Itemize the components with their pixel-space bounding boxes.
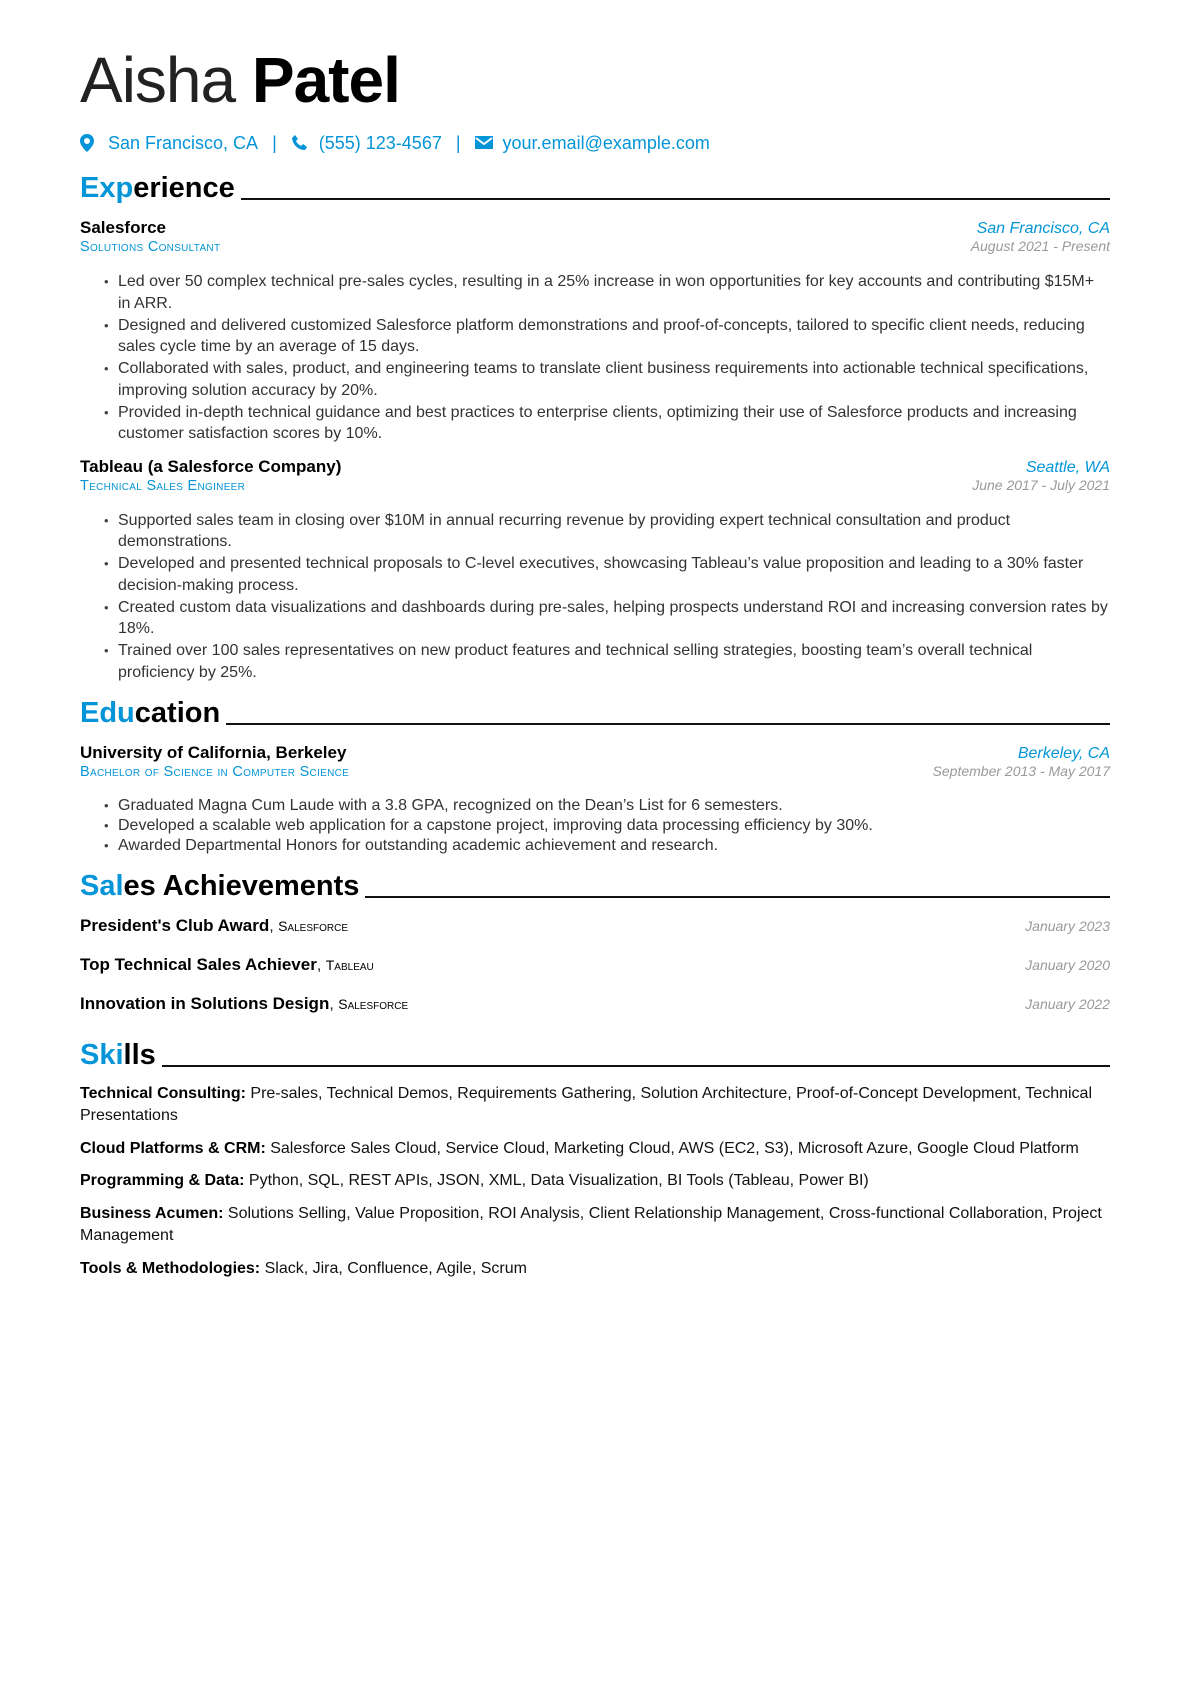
section-skills [80,1033,1110,1073]
phone: (555) 123-4567 [318,132,442,153]
bullet-list: • Led over 50 complex technical pre-sales cycles, resulting in a 25% increase in won opportunities for key accounts and contributing $15M+ in ARR. • Designed and delivered customized Salesforce platform demonstrations and proof-of-concepts, tailored to specific client needs, reducing sales cycle time by an average of 15 days. • Collaborated with sales, product, and engineering teams to translate client business requirements into actionable technical specifications, improving solution accuracy by 20%. • Provided in-depth technical guidance and best practices to enterprise clients, optimizing their use of Salesforce products and increasing customer satisfaction scores by 10%. [106,271,1110,445]
skill-row: Technical Consulting: Pre-sales, Technical Demos, Requirements Gathering, Solution Architecture, Proof-of-Concept Development, Technical Presentations [80,1084,1092,1124]
section-heading: Education [80,697,221,729]
section-heading: Skills [80,1038,156,1071]
divider [241,198,1110,200]
skill-row: Business Acumen: Solutions Selling, Value Proposition, ROI Analysis, Client Relationship Management, Cross-functional Collaboration, Project Management [80,1204,1102,1244]
experience-entry: Tableau (a Salesforce Company) Seattle, WA Technical Sales Engineer June 2017 - July 2021 • Supported sales team in closing over $10M in annual recurring revenue by providing expert technical consultation and product demonstrations. • Developed and presented technical proposals to C-level executives, showcasing Tableau’s value proposition and leading to a 30% faster decision-making process. • Created custom data visualizations and dashboards during pre-sales, helping prospects understand ROI and increasing conversion rates by 18%. • Trained over 100 sales representatives on new product features and technical selling strategies, boosting team’s overall technical proficiency by 25%. [80,457,1110,684]
divider [162,1065,1110,1067]
skill-row: Tools & Methodologies: Slack, Jira, Confluence, Agile, Scrum [80,1259,527,1277]
achievement-item: President's Club Award, Salesforce January 2023 [80,915,1110,935]
skill-row: Programming & Data: Python, SQL, REST APIs, JSON, XML, Data Visualization, BI Tools (Tableau, Power BI) [80,1172,869,1189]
bullet-list: • Graduated Magna Cum Laude with a 3.8 GPA, recognized on the Dean’s List for 6 semesters. • Developed a scalable web application for a capstone project, improving data processing efficiency by 30%. • Awarded Departmental Honors for outstanding academic achievement and research. [106,796,1110,856]
separator: | [455,132,461,153]
divider [226,723,1110,725]
email-link[interactable]: your.email@example.com [502,132,710,153]
contact-bar [80,128,1110,158]
skills-list [80,1083,1110,1281]
candidate-name: Aisha Patel [80,44,400,116]
experience-entry: Salesforce San Francisco, CA Solutions Consultant August 2021 - Present • Led over 50 complex technical pre-sales cycles, resulting in a 25% increase in won opportunities for key accounts and contributing $15M+ in ARR. • Designed and delivered customized Salesforce platform demonstrations and proof-of-concepts, tailored to specific client needs, reducing sales cycle time by an average of 15 days. • Collaborated with sales, product, and engineering teams to translate client business requirements into actionable technical specifications, improving solution accuracy by 20%. • Provided in-depth technical guidance and best practices to enterprise clients, optimizing their use of Salesforce products and increasing customer satisfaction scores by 10%. [80,218,1110,445]
section-experience [80,166,1110,206]
section-heading: Experience [80,172,235,204]
achievement-item: Top Technical Sales Achiever, Tableau January 2020 [80,954,1110,974]
phone-icon [291,134,309,152]
separator: | [272,132,277,153]
envelope-icon [475,134,493,152]
divider [365,896,1110,898]
achievement-list [80,908,1110,1025]
section-education [80,691,1110,731]
resume [80,42,1110,1280]
achievement-item: Innovation in Solutions Design, Salesforce January 2022 [80,993,1110,1013]
skill-row: Cloud Platforms & CRM: Salesforce Sales Cloud, Service Cloud, Marketing Cloud, AWS (EC2, S3), Microsoft Azure, Google Cloud Platform [80,1139,1079,1157]
section-heading: Sales Achievements [80,869,360,902]
bullet-list: • Supported sales team in closing over $10M in annual recurring revenue by providing expert technical consultation and product demonstrations. • Developed and presented technical proposals to C-level executives, showcasing Tableau’s value proposition and leading to a 30% faster decision-making process. • Created custom data visualizations and dashboards during pre-sales, helping prospects understand ROI and increasing conversion rates by 18%. • Trained over 100 sales representatives on new product features and technical selling strategies, boosting team’s overall technical proficiency by 25%. [106,510,1110,684]
map-pin-icon [80,134,98,152]
section-achievements [80,864,1110,904]
location: San Francisco, CA [108,132,259,153]
education-entry: University of California, Berkeley Berkeley, CA Bachelor of Science in Computer Science September 2013 - May 2017 • Graduated Magna Cum Laude with a 3.8 GPA, recognized on the Dean’s List for 6 semesters. • Developed a scalable web application for a capstone project, improving data processing efficiency by 30%. • Awarded Departmental Honors for outstanding academic achievement and research. [80,743,1110,856]
